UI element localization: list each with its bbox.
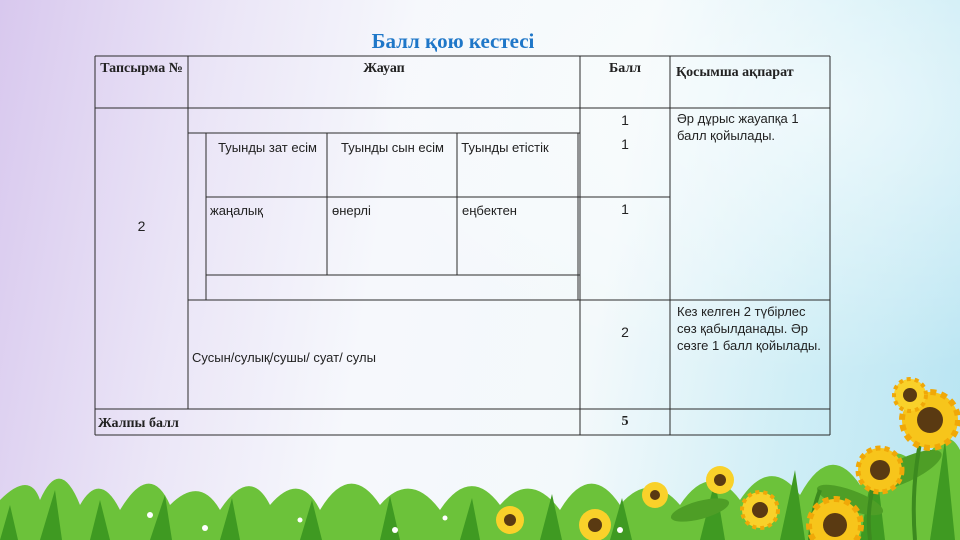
- inner-header-noun: Туынды зат есім: [218, 140, 317, 155]
- total-value: 5: [621, 414, 629, 429]
- inner-cell-verb: еңбектен: [462, 203, 517, 218]
- extra-note-second: Кез келген 2 түбірлес сөз қабылданады. Әр сөзге 1 балл қойылады.: [677, 304, 821, 353]
- header-answer: Жауап: [363, 61, 405, 76]
- extra-note-first: Әр дұрыс жауапқа 1 балл қойылады.: [677, 111, 799, 143]
- score-cell-1: 1: [621, 112, 629, 128]
- header-extra-info: Қосымша ақпарат: [676, 65, 794, 80]
- task-number-cell: 2: [137, 218, 146, 234]
- inner-cell-noun: жаңалық: [210, 203, 263, 218]
- words-row-cell: Сусын/сулық/сушы/ суат/ сулы: [192, 350, 376, 365]
- total-label: Жалпы балл: [98, 416, 179, 431]
- score-cell-3: 1: [621, 201, 629, 217]
- header-score: Балл: [608, 61, 642, 76]
- slide-title: Балл қою кестесі: [371, 29, 535, 53]
- inner-cell-adjective: өнерлі: [332, 203, 371, 218]
- header-task-number: Тапсырма №: [100, 61, 183, 76]
- inner-header-verb: Туынды етістік: [461, 140, 549, 155]
- score-cell-4: 2: [621, 324, 629, 340]
- score-cell-2: 1: [621, 136, 629, 152]
- inner-header-adjective: Туынды сын есім: [341, 140, 444, 155]
